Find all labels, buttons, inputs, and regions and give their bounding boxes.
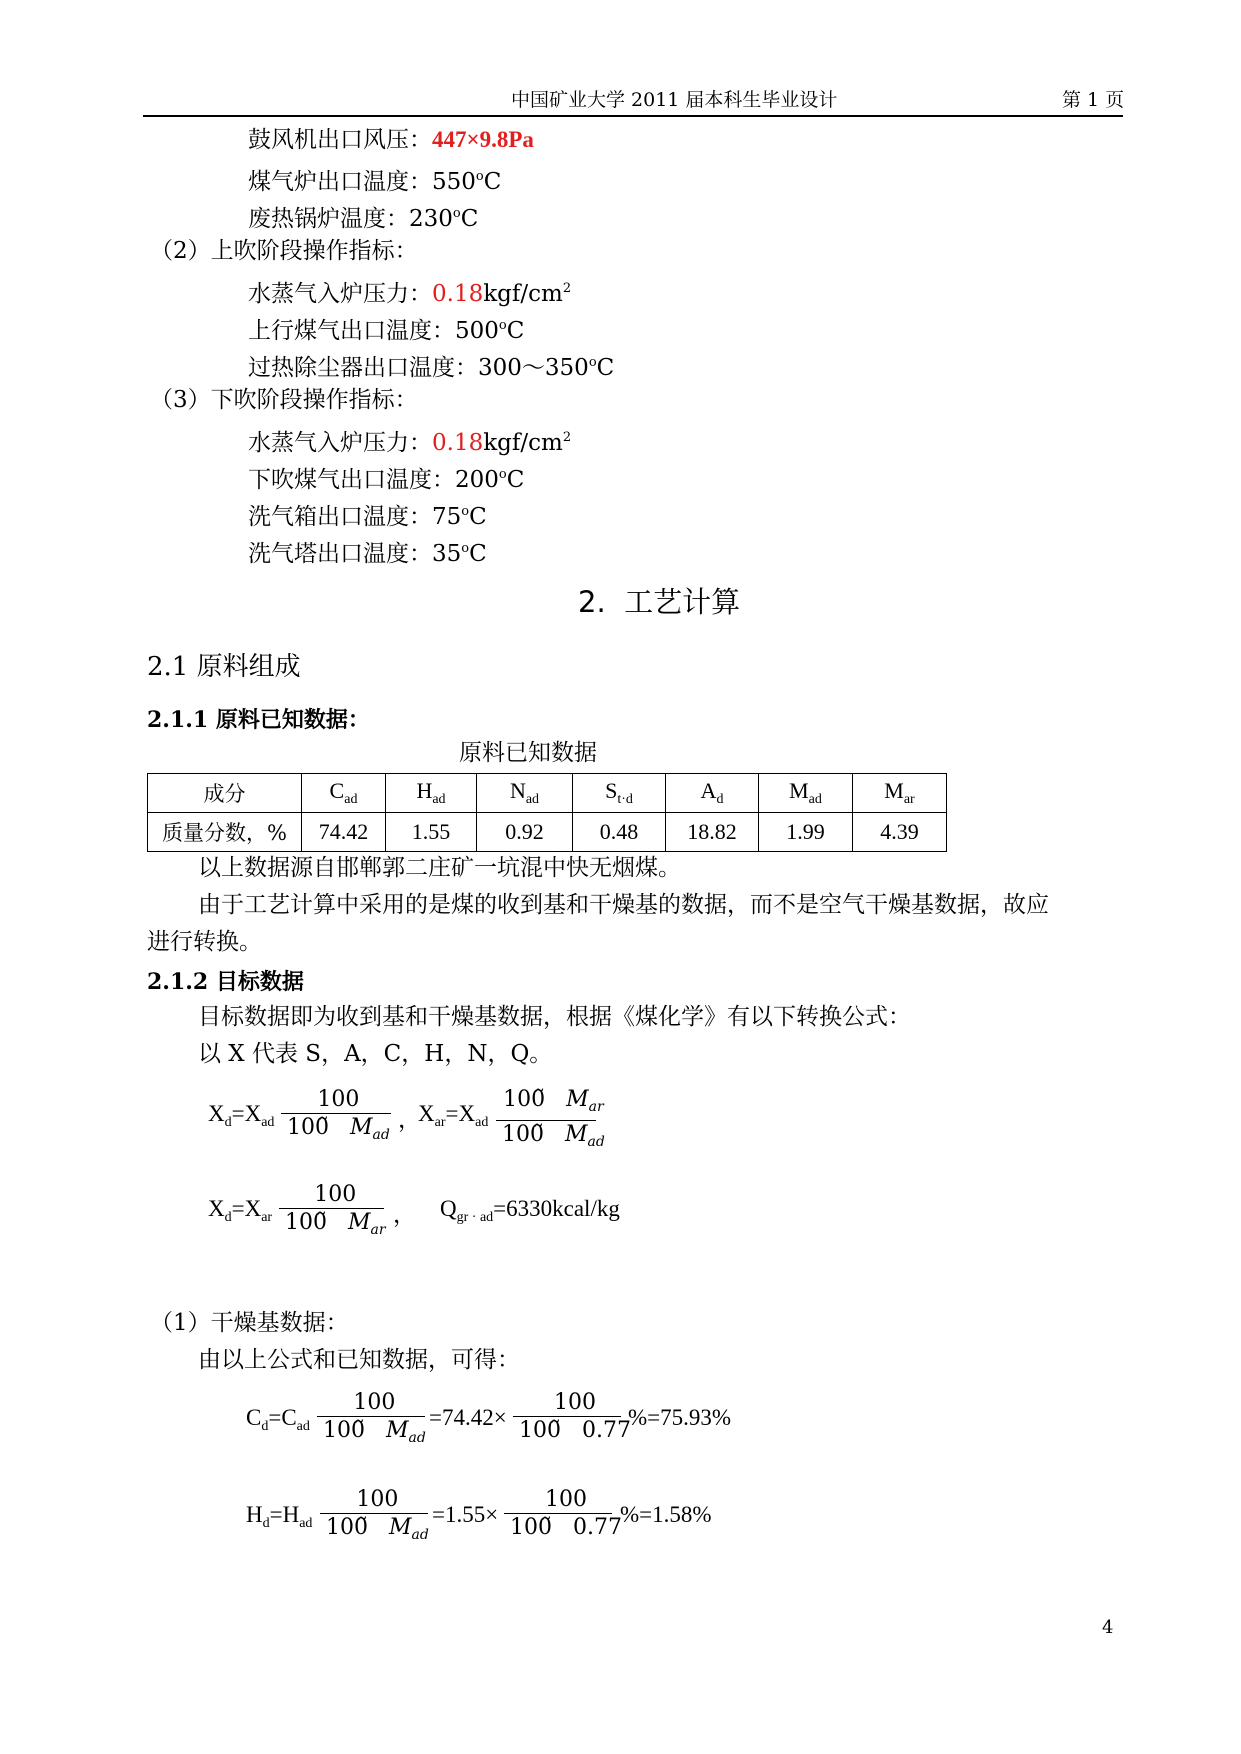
formula-xd-lhs: $X_d=X_{ad}$ xyxy=(208,1101,275,1130)
col-header-component: 成分 xyxy=(148,774,302,813)
down-steam-line: 水蒸气入炉压力：$0.18kgf/cm^2$ xyxy=(248,430,572,456)
formula-hd-fraction-1: 100 100̃ $M_{ad}$ xyxy=(320,1487,435,1549)
cell-had: 1.55 xyxy=(386,813,477,852)
subsection-2-1-2: 2.1.2 目标数据 xyxy=(147,969,304,995)
table-row xyxy=(148,813,947,852)
section-heading: 2. 工艺计算 xyxy=(578,585,741,619)
formula-cd-fraction-2: 100 100̃ 0.77 xyxy=(513,1390,637,1445)
cell-mad: 1.99 xyxy=(759,813,853,852)
col-header-cad: $C_{ad}$ xyxy=(302,774,386,813)
formula-cd-result: %=75.93% xyxy=(628,1405,732,1430)
source-paragraph: 以上数据源自邯郸郭二庄矿一坑混中快无烟煤。 xyxy=(198,855,681,881)
row-label: 质量分数，% xyxy=(148,813,302,852)
header-page-label: 第 1 页 xyxy=(1062,89,1125,111)
formula-cd-mid: =74.42× xyxy=(429,1405,507,1430)
washtower-line: 洗气塔出口温度：35$^o$C xyxy=(248,541,487,567)
formula-hd-result: %=1.58% xyxy=(620,1502,712,1527)
col-header-nad: $N_{ad}$ xyxy=(477,774,573,813)
target-paragraph: 目标数据即为收到基和干燥基数据，根据《煤化学》有以下转换公式： xyxy=(198,1004,911,1030)
gasifier-outlet-line: 煤气炉出口温度：550$^o$C xyxy=(248,169,502,195)
subsection-2-1-1: 2.1.1 原料已知数据： xyxy=(147,707,370,733)
blower-value: 447×9.8Pa xyxy=(432,127,534,152)
formula-qgr: $Q_{gr \cdot ad}=6330kcal/kg$ xyxy=(440,1196,620,1225)
blower-line: 鼓风机出口风压：447×9.8Pa xyxy=(248,127,534,153)
table-header-row xyxy=(148,774,947,813)
formula-separator-1: ， xyxy=(398,1107,421,1132)
superheater-line: 过热除尘器出口温度：300～350$^o$C xyxy=(248,355,615,381)
formula-hd-fraction-2: 100 100̃ 0.77 xyxy=(504,1487,628,1542)
cell-std: 0.48 xyxy=(573,813,666,852)
formula-hd-lhs: $H_d=H_{ad}$ xyxy=(246,1502,313,1531)
cell-ad: 18.82 xyxy=(666,813,759,852)
formula-separator-2: ， xyxy=(393,1202,416,1227)
col-header-mar: $M_{ar}$ xyxy=(853,774,947,813)
raw-data-table xyxy=(147,773,947,852)
col-header-mad: $M_{ad}$ xyxy=(759,774,853,813)
convert-paragraph-line1: 由于工艺计算中采用的是煤的收到基和干燥基的数据，而不是空气干燥基数据，故应 xyxy=(198,892,1049,918)
up-gas-outlet-line: 上行煤气出口温度：500$^o$C xyxy=(248,318,525,344)
formula-cd-lhs: $C_d=C_{ad}$ xyxy=(246,1405,310,1434)
formula-hd-mid: =1.55× xyxy=(432,1502,499,1527)
formula-xar-fraction: 100̃ $M_{ar}$ 100̃ $M_{ad}$ xyxy=(496,1087,611,1156)
cell-cad: 74.42 xyxy=(302,813,386,852)
dry-basis-text: 由以上公式和已知数据，可得： xyxy=(198,1347,520,1373)
cell-nad: 0.92 xyxy=(477,813,573,852)
down-steam-value: 0.18 xyxy=(432,430,484,456)
down-blow-title: （3）下吹阶段操作指标： xyxy=(150,387,418,413)
washbox-line: 洗气箱出口温度：75$^o$C xyxy=(248,504,487,530)
up-steam-line: 水蒸气入炉压力：$0.18kgf/cm^2$ xyxy=(248,281,572,307)
table-caption: 原料已知数据 xyxy=(459,740,597,766)
formula-xd-ar-fraction: 100 100̃ $M_{ar}$ xyxy=(279,1182,392,1244)
subsection-2-1: 2.1 原料组成 xyxy=(147,652,301,682)
col-header-ad: $A_d$ xyxy=(666,774,759,813)
col-header-had: $H_{ad}$ xyxy=(386,774,477,813)
dry-basis-title: （1）干燥基数据： xyxy=(150,1310,349,1336)
header-title: 中国矿业大学 2011 届本科生毕业设计 xyxy=(511,89,838,111)
up-blow-title: （2）上吹阶段操作指标： xyxy=(150,238,418,264)
formula-cd-fraction-1: 100 100̃ $M_{ad}$ xyxy=(317,1390,432,1452)
cell-mar: 4.39 xyxy=(853,813,947,852)
convert-paragraph-line2: 进行转换。 xyxy=(147,929,262,955)
footer-page-number: 4 xyxy=(1102,1617,1114,1638)
down-gas-outlet-line: 下吹煤气出口温度：200$^o$C xyxy=(248,467,525,493)
col-header-std: $S_{t\cdot d}$ xyxy=(573,774,666,813)
waste-boiler-line: 废热锅炉温度：230$^o$C xyxy=(248,206,479,232)
formula-xar-lhs: $X_{ar}=X_{ad}$ xyxy=(418,1101,489,1130)
formula-xd-fraction: 100 100̃ $M_{ad}$ xyxy=(281,1087,396,1149)
x-definition: 以 X 代表 S，A，C，H，N，Q。 xyxy=(198,1041,553,1067)
header-rule xyxy=(143,115,1123,117)
up-steam-value: 0.18 xyxy=(432,281,484,307)
formula-xd-ar-lhs: $X_d=X_{ar}$ xyxy=(208,1196,273,1225)
